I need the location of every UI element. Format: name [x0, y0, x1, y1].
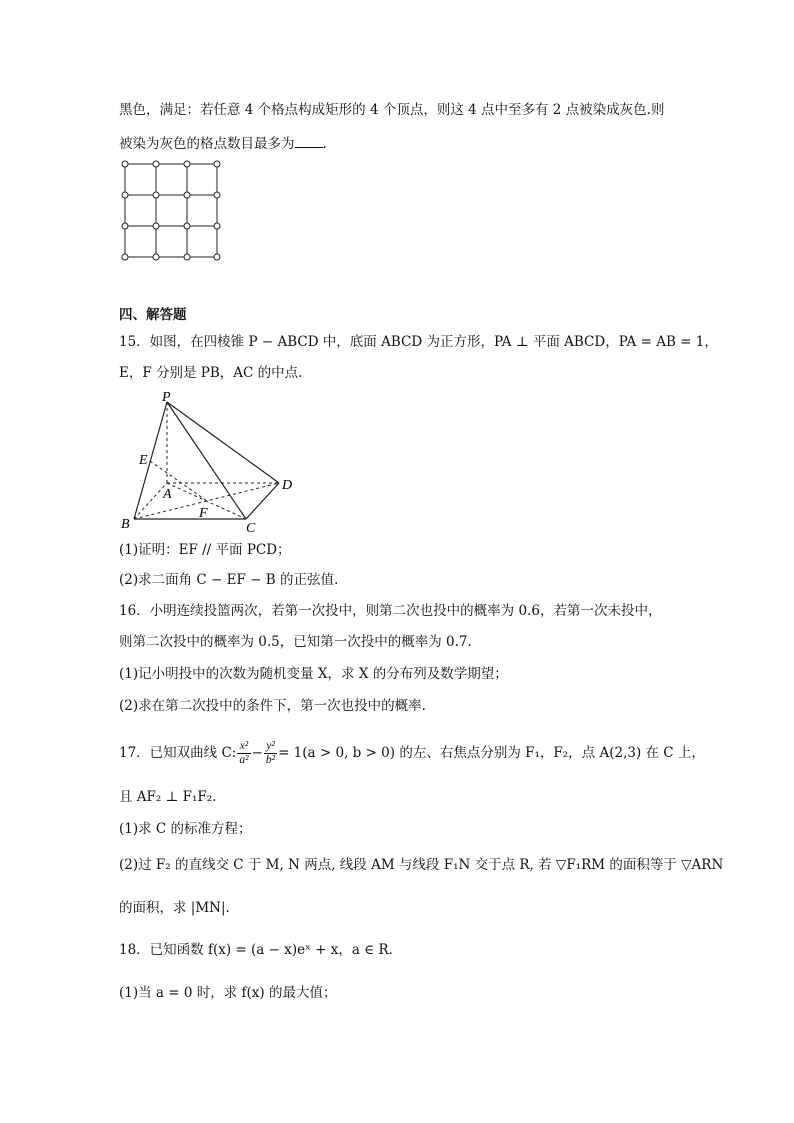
q16-text-line1: 16．小明连续投篮两次，若第一次投中，则第二次也投中的概率为 0.6，若第一次未投中， — [119, 603, 662, 619]
q17-post: = 1(a > 0, b > 0) 的左、右焦点分别为 F₁，F₂，点 A(2,3) 在 C 上， — [278, 745, 705, 761]
label-A: A — [163, 487, 172, 502]
q17-part2-cont: 的面积，求 |MN|. — [119, 900, 230, 916]
q17-fraction-y — [264, 740, 277, 767]
q14-text-line1: 黑色，满足：若任意 4 个格点构成矩形的 4 个顶点，则这 4 点中至多有 2 点被染成灰色.则 — [119, 102, 665, 118]
q17-minus: − — [251, 745, 263, 761]
label-B: B — [121, 517, 130, 532]
frac1-den: a² — [239, 754, 249, 766]
q14-text-line2-pre: 被染为灰色的格点数目最多为 — [119, 136, 295, 152]
q15-part1: (1)证明：EF // 平面 PCD； — [119, 542, 291, 558]
q15-text-line2: E，F 分别是 PB，AC 的中点. — [119, 365, 303, 381]
grid-points — [122, 161, 220, 260]
q15-part2: (2)求二面角 C − EF − B 的正弦值. — [119, 572, 339, 588]
label-P: P — [162, 390, 171, 405]
q18-part1: (1)当 a = 0 时，求 f(x) 的最大值； — [119, 985, 337, 1001]
answer-blank — [295, 133, 323, 148]
label-C: C — [246, 521, 256, 536]
q16-part2: (2)求在第二次投中的条件下，第一次也投中的概率. — [119, 698, 426, 714]
label-E: E — [139, 453, 148, 468]
q18-text-line1: 18．已知函数 f(x) = (a − x)eˣ + x，a ∈ R． — [119, 942, 403, 958]
q17-part2: (2)过 F₂ 的直线交 C 于 M, N 两点, 线段 AM 与线段 F₁N 交于点 R, 若 ▽F₁RM 的面积等于 ▽ARN — [119, 857, 724, 873]
q17-pre: 17．已知双曲线 C: — [119, 745, 237, 761]
section-title: 四、解答题 — [119, 307, 187, 323]
grid-figure — [116, 158, 228, 262]
grid-lines — [125, 164, 217, 257]
q16-text-line2: 则第二次投中的概率为 0.5，已知第一次投中的概率为 0.7． — [119, 634, 482, 650]
q17-part1: (1)求 C 的标准方程； — [119, 821, 252, 837]
q16-part1: (1)记小明投中的次数为随机变量 X，求 X 的分布列及数学期望； — [119, 666, 508, 682]
label-D: D — [282, 478, 293, 493]
q14-text-line2-post: . — [322, 136, 327, 152]
frac2-den: b² — [265, 754, 276, 766]
q14-text-line2 — [119, 133, 327, 154]
pyramid-figure — [116, 386, 306, 536]
q15-text-line1: 15．如图，在四棱锥 P − ABCD 中，底面 ABCD 为正方形，PA ⊥ 平面 ABCD，PA = AB = 1， — [119, 334, 718, 350]
label-F: F — [199, 506, 208, 521]
frac1-num: x² — [237, 740, 250, 754]
q17-text-line2: 且 AF₂ ⊥ F₁F₂. — [119, 789, 217, 805]
q17-fraction-x — [237, 740, 250, 767]
q17-text-line1 — [119, 736, 705, 770]
frac2-num: y² — [264, 740, 277, 754]
